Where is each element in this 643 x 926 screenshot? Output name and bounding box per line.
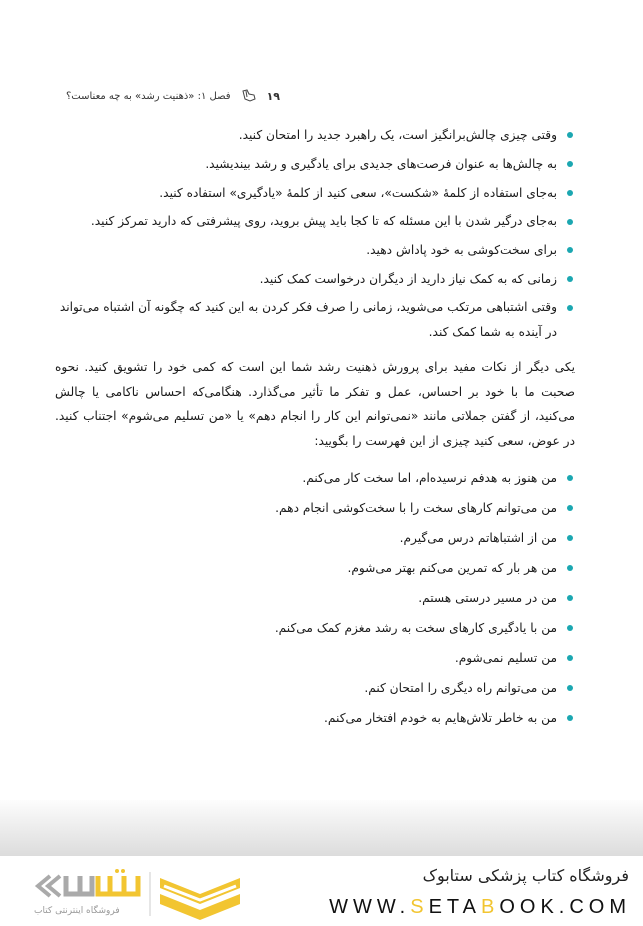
list-item: به‌جای درگیر شدن با این مسئله که تا کجا باید پیش بروید، روی پیشرفتی که دارید تمرکز کنید. (55, 209, 575, 234)
list-item: من هنوز به هدفم نرسیده‌ام، اما سخت کار می‌کنم. (55, 465, 575, 491)
page-content (55, 122, 575, 735)
body-paragraph: یکی دیگر از نکات مفید برای پرورش ذهنیت رشد شما این است که کمی خود را تشویق کنید. نحوه صحبت ما با خود بر احساس، عمل و تفکر ما تأثیر می‌گذارد. هنگامی‌که احساس ناکامی یا چالش می‌کنید، از گفتن جملاتی مانند «نمی‌توانم این کار را انجام دهم» یا «من تسلیم می‌شوم» اجتناب کنید. در عوض، سعی کنید چیزی از این فهرست را بگویید: (55, 360, 575, 448)
bullet-icon (567, 595, 573, 601)
bullet-icon (567, 655, 573, 661)
list-item: وقتی اشتباهی مرتکب می‌شوید، زمانی را صرف فکر کردن به این کنید که چگونه آن اشتباه می‌تواند در آینده به شما کمک کند. (55, 295, 575, 345)
bullet-icon (567, 685, 573, 691)
list-item: من تسلیم نمی‌شوم. (55, 645, 575, 671)
tips-list (55, 122, 575, 345)
affirmations-list (55, 465, 575, 731)
chapter-title: فصل ۱: «ذهنیت رشد» به چه معناست؟ (66, 90, 231, 102)
list-item: من می‌توانم کارهای سخت را با سخت‌کوشی انجام دهم. (55, 495, 575, 521)
list-item: زمانی که به کمک نیاز دارید از دیگران درخواست کمک کنید. (55, 266, 575, 292)
bullet-icon (567, 505, 573, 511)
page-edge-shadow (0, 800, 643, 856)
bullet-icon (567, 305, 573, 311)
bullet-icon (567, 715, 573, 721)
list-item: وقتی چیزی چالش‌برانگیز است، یک راهبرد جدید را امتحان کنید. (55, 122, 575, 148)
list-item: من از اشتباهاتم درس می‌گیرم. (55, 525, 575, 551)
running-header (66, 86, 281, 106)
bullet-icon (567, 475, 573, 481)
page-number: ۱۹ (266, 89, 281, 103)
bullet-icon (567, 190, 573, 196)
logo-subtitle: فروشگاه اینترنتی کتاب (34, 906, 120, 916)
bullet-icon (567, 276, 573, 282)
list-item: به‌جای استفاده از کلمهٔ «شکست»، سعی کنید از کلمهٔ «یادگیری» استفاده کنید. (55, 180, 575, 206)
bullet-icon (567, 565, 573, 571)
bullet-icon (567, 247, 573, 253)
hand-book-icon (241, 89, 257, 103)
bullet-icon (567, 535, 573, 541)
bullet-icon (567, 625, 573, 631)
bullet-icon (567, 132, 573, 138)
list-item: برای سخت‌کوشی به خود پاداش دهید. (55, 237, 575, 263)
list-item: به چالش‌ها به عنوان فرصت‌های جدیدی برای یادگیری و رشد بیندیشید. (55, 151, 575, 177)
chevron-book-icon (160, 878, 240, 920)
bullet-icon (567, 161, 573, 167)
list-item: من هر بار که تمرین می‌کنم بهتر می‌شوم. (55, 555, 575, 581)
list-item: من با یادگیری کارهای سخت به رشد مغزم کمک می‌کنم. (55, 615, 575, 641)
list-item: من می‌توانم راه دیگری را امتحان کنم. (55, 675, 575, 701)
list-item: من به خاطر تلاش‌هایم به خودم افتخار می‌کنم. (55, 705, 575, 731)
list-item: من در مسیر درستی هستم. (55, 585, 575, 611)
store-name: فروشگاه کتاب پزشکی ستابوک (422, 866, 629, 885)
store-url[interactable]: WWW.SETABOOK.COM (329, 896, 631, 918)
bullet-icon (567, 219, 573, 225)
double-chevron-icon (38, 876, 60, 896)
